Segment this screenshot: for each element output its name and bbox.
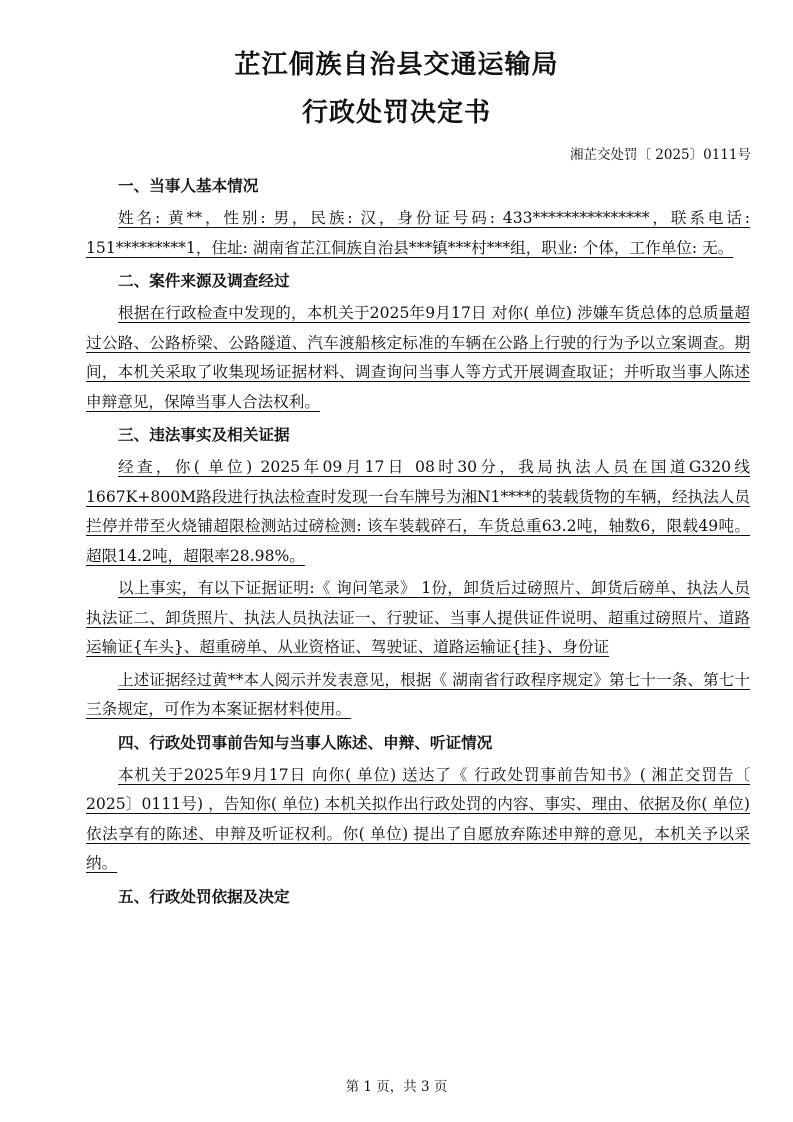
document-title-agency: 芷江侗族自治县交通运输局 (234, 50, 559, 80)
prior-notice-paragraph: 本机关于2025年9月17日 向你( 单位) 送达了《 行政处罚事前告知书》( 湘芷交罚告〔 2025〕0111号) ，告知你( 单位) 本机关拟作出行政处罚的内容、事实、理由、依据及你( 单位) 依法享有的陈述、申辩及听证权利。你( 单位) 提出了自愿放弃陈述申辩的意见，本机关予以采纳。 (86, 765, 750, 872)
violation-facts-paragraph: 经查，你( 单位) 2025年09月17日 08时30分，我局执法人员在国道G320线1667K+800M路段进行执法检查时发现一台车牌号为湘N1****的装载货物的车辆，经执法人员拦停并带至火烧铺超限检测站过磅检测: 该车装载碎石，车货总重63.2吨，轴数6，限载49吨。超限14.2吨，超限率28.98%。 (86, 458, 750, 565)
section-heading-prior-notice: 四、行政处罚事前告知与当事人陈述、申辩、听证情况 (118, 733, 493, 752)
evidence-list-paragraph: 以上事实，有以下证据证明:《 询问笔录》 1份，卸货后过磅照片、卸货后磅单、执法人员执法证二、卸货照片、执法人员执法证一、行驶证、当事人提供证件说明、超重过磅照片、道路运输证{车头}、超重磅单、从业资格证、驾驶证、道路运输证{挂}、身份证 (86, 579, 750, 656)
page-footer: 第 1 页，共 3 页 (345, 1079, 448, 1095)
section-heading-penalty-basis: 五、行政处罚依据及决定 (118, 887, 290, 906)
section-heading-party-info: 一、当事人基本情况 (118, 177, 259, 195)
evidence-confirmation-paragraph: 上述证据经过黄**本人阅示并发表意见，根据《 湖南省行政程序规定》第七十一条、第七十三条规定，可作为本案证据材料使用。 (86, 670, 750, 718)
section-heading-case-source: 二、案件来源及调查经过 (118, 272, 290, 290)
document-body (86, 171, 750, 915)
case-source-paragraph: 根据在行政检查中发现的，本机关于2025年9月17日 对你( 单位) 涉嫌车货总体的总质量超过公路、公路桥梁、公路隧道、汽车渡船核定标准的车辆在公路上行驶的行为予以立案调查。期间，本机关采取了收集现场证据材料、调查询问当事人等方式开展调查取证；并听取当事人陈述申辩意见，保障当事人合法权利。 (86, 304, 750, 411)
party-info-paragraph: 姓名: 黄**，性别: 男，民族: 汉，身份证号码: 433***************，联系电话: 151*********1，住址: 湖南省芷江侗族自治县***镇***村***组，职业: 个体，工作单位: 无。 (86, 209, 750, 257)
document-number: 湘芷交处罚〔 2025〕0111号 (569, 147, 751, 163)
document-title-type: 行政处罚决定书 (301, 98, 491, 128)
section-heading-violation-facts: 三、违法事实及相关证据 (118, 426, 290, 444)
